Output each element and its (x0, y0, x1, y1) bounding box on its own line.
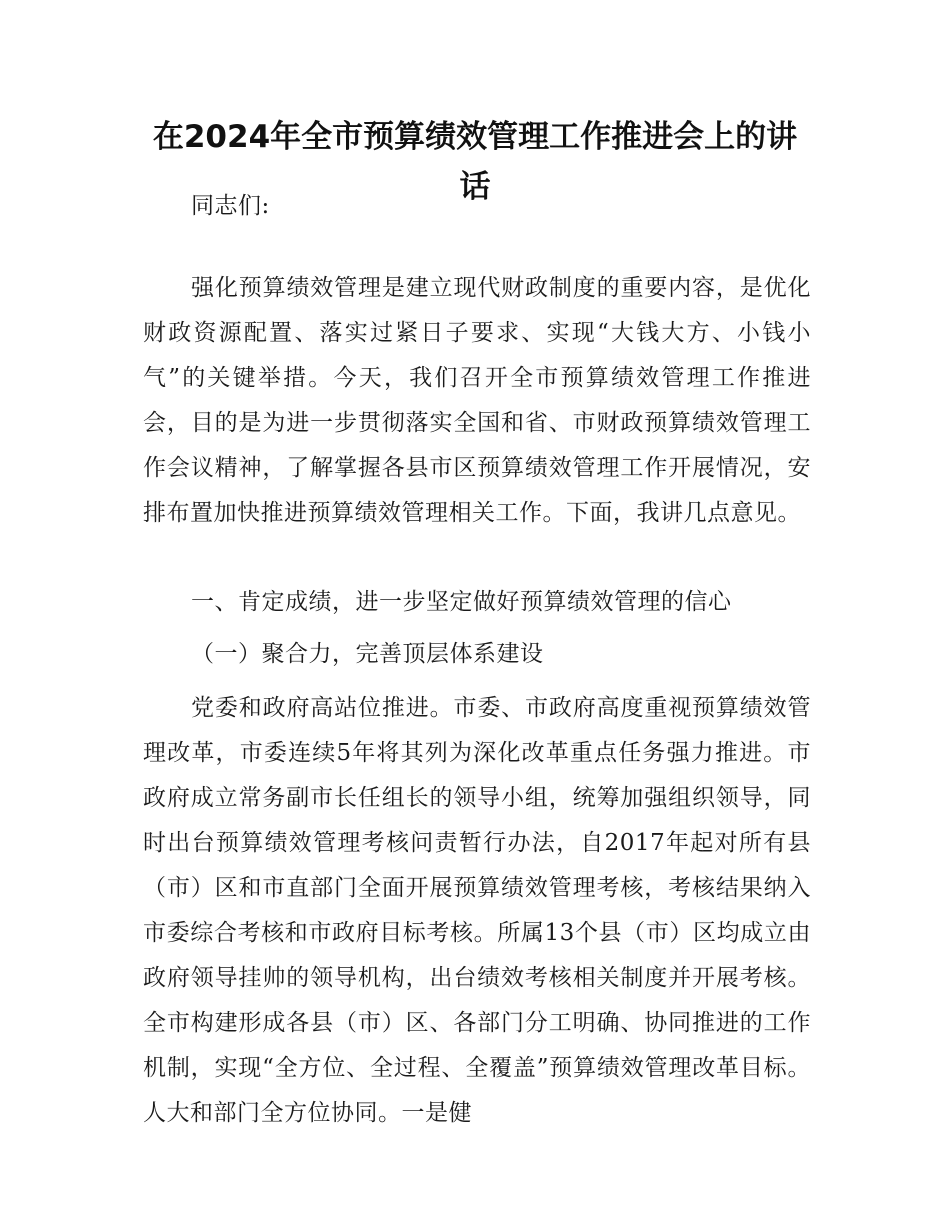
section-heading: 一、肯定成绩，进一步坚定做好预算绩效管理的信心 (191, 589, 732, 615)
document-title: 在2024年全市预算绩效管理工作推进会上的讲话 (152, 119, 798, 205)
salutation: 同志们: (191, 193, 270, 219)
intro-paragraph: 强化预算绩效管理是建立现代财政制度的重要内容，是优化财政资源配置、落实过紧日子要求、实现“大钱大方、小钱小气”的关键举措。今天，我们召开全市预算绩效管理工作推进会，目的是为进一步贯彻落实全国和省、市财政预算绩效管理工作会议精神，了解掌握各县市区预算绩效管理工作开展情况，安排布置加快推进预算绩效管理相关工作。下面，我讲几点意见。 (143, 275, 811, 526)
body-paragraph: 党委和政府高站位推进。市委、市政府高度重视预算绩效管理改革，市委连续5年将其列为深化改革重点任务强力推进。市政府成立常务副市长任组长的领导小组，统筹加强组织领导，同时出台预算绩效管理考核问责暂行办法，自2017年起对所有县（市）区和市直部门全面开展预算绩效管理考核，考核结果纳入市委综合考核和市政府目标考核。所属13个县（市）区均成立由政府领导挂帅的领导机构，出台绩效考核相关制度并开展考核。全市构建形成各县（市）区、各部门分工明确、协同推进的工作机制，实现“全方位、全过程、全覆盖”预算绩效管理改革目标。人大和部门全方位协同。一是健 (143, 695, 811, 1126)
subsection-heading: （一）聚合力，完善顶层体系建设 (191, 641, 544, 667)
